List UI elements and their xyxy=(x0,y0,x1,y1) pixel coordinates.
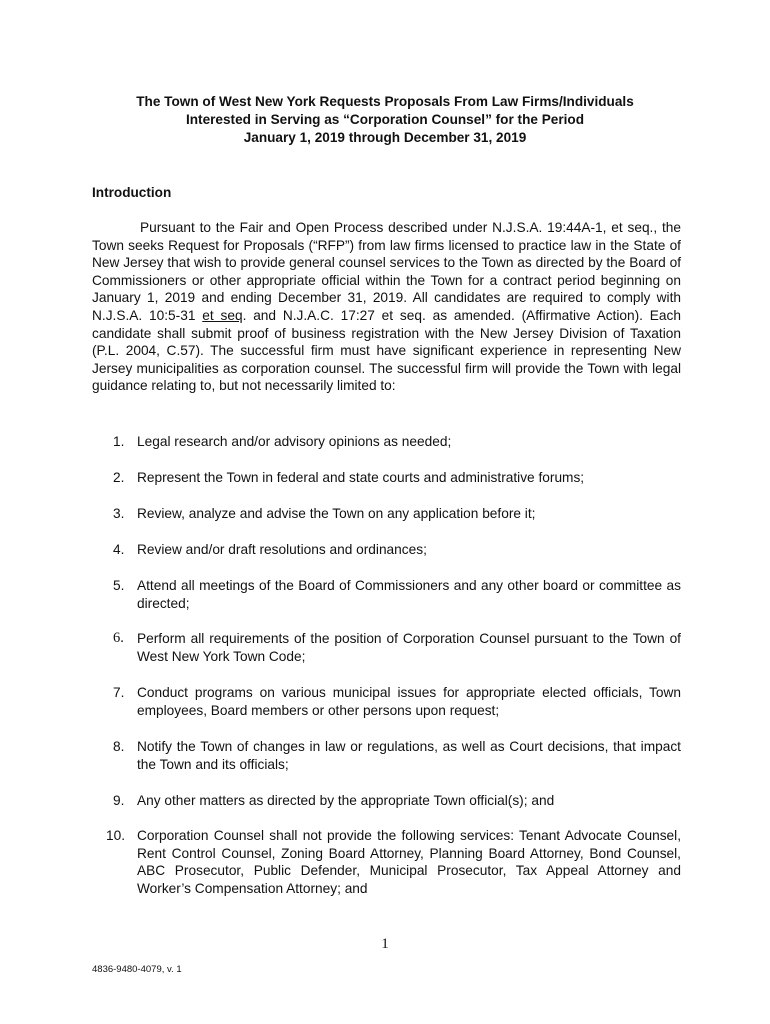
list-item-text: Represent the Town in federal and state courts and administrative forums; xyxy=(137,470,585,485)
list-item xyxy=(92,827,681,897)
document-id: 4836-9480-4079, v. 1 xyxy=(92,964,182,975)
list-item-text: Conduct programs on various municipal issues for appropriate elected officials, Town employees, Board members or other persons upon request; xyxy=(137,685,681,718)
list-item-text: Perform all requirements of the position of Corporation Counsel pursuant to the Town of West New York Town Code; xyxy=(137,631,681,664)
list-item-number: 10. xyxy=(106,828,126,843)
list-item-text: Review, analyze and advise the Town on any application before it; xyxy=(137,506,536,521)
list-item-number: 2. xyxy=(113,470,125,485)
intro-text-part-2: . and N.J.A.C. 17:27 et seq. as amended. (Affirmative Action). Each candidate shall submit proof of business registration with the New Jersey Division of Taxation (P.L. 2004, C.57). The successful firm must have significant experience in representing New Jersey municipalities as corporation counsel. The successful firm will provide the Town with legal guidance relating to, but not necessarily limited to: xyxy=(92,307,681,394)
introduction-paragraph xyxy=(92,219,681,395)
list-item-text: Corporation Counsel shall not provide the following services: Tenant Advocate Counsel, Rent Control Counsel, Zoning Board Attorney, Planning Board Attorney, Bond Counsel, ABC Prosecutor, Public Defender, Municipal Prosecutor, Tax Appeal Attorney and Worker’s Compensation Attorney; and xyxy=(137,828,681,896)
list-item-number: 4. xyxy=(113,542,125,557)
list-item xyxy=(92,738,681,773)
list-item-number: 6. xyxy=(113,630,124,646)
page-number: 1 xyxy=(381,936,389,952)
intro-underlined-text: et seq xyxy=(202,307,243,323)
list-item-text: Any other matters as directed by the appropriate Town official(s); and xyxy=(137,793,555,808)
title-line-1: The Town of West New York Requests Proposals From Law Firms/Individuals xyxy=(136,94,634,109)
list-item xyxy=(92,630,681,665)
list-item xyxy=(92,433,681,451)
list-item xyxy=(92,792,681,810)
list-item xyxy=(92,541,681,559)
title-line-3: January 1, 2019 through December 31, 2019 xyxy=(243,130,527,145)
document-title xyxy=(60,93,710,147)
list-item-number: 8. xyxy=(113,739,125,754)
list-item-number: 9. xyxy=(113,793,125,808)
list-item-text: Attend all meetings of the Board of Commissioners and any other board or committee as directed; xyxy=(137,578,681,611)
list-item xyxy=(92,505,681,523)
introduction-heading: Introduction xyxy=(92,185,172,200)
list-item xyxy=(92,469,681,487)
list-item-text: Notify the Town of changes in law or regulations, as well as Court decisions, that impact the Town and its officials; xyxy=(137,739,681,772)
list-item-text: Review and/or draft resolutions and ordinances; xyxy=(137,542,427,557)
title-line-2: Interested in Serving as “Corporation Counsel” for the Period xyxy=(185,112,585,127)
list-item xyxy=(92,684,681,719)
list-item xyxy=(92,577,681,612)
list-item-number: 5. xyxy=(113,578,125,593)
list-item-number: 1. xyxy=(113,434,125,449)
list-item-number: 7. xyxy=(113,685,125,700)
list-item-text: Legal research and/or advisory opinions as needed; xyxy=(137,434,452,449)
list-item-number: 3. xyxy=(113,506,125,521)
intro-text-part-1: Pursuant to the Fair and Open Process described under N.J.S.A. 19:44A-1, et seq., the Town seeks Request for Proposals (“RFP”) from law firms licensed to practice law in the State of New Jersey that wish to provide general counsel services to the Town as directed by the Board of Commissioners or other appropriate official within the Town for a contract period beginning on January 1, 2019 and ending December 31, 2019. All candidates are required to comply with N.J.S.A. 10:5-31 xyxy=(92,220,681,323)
